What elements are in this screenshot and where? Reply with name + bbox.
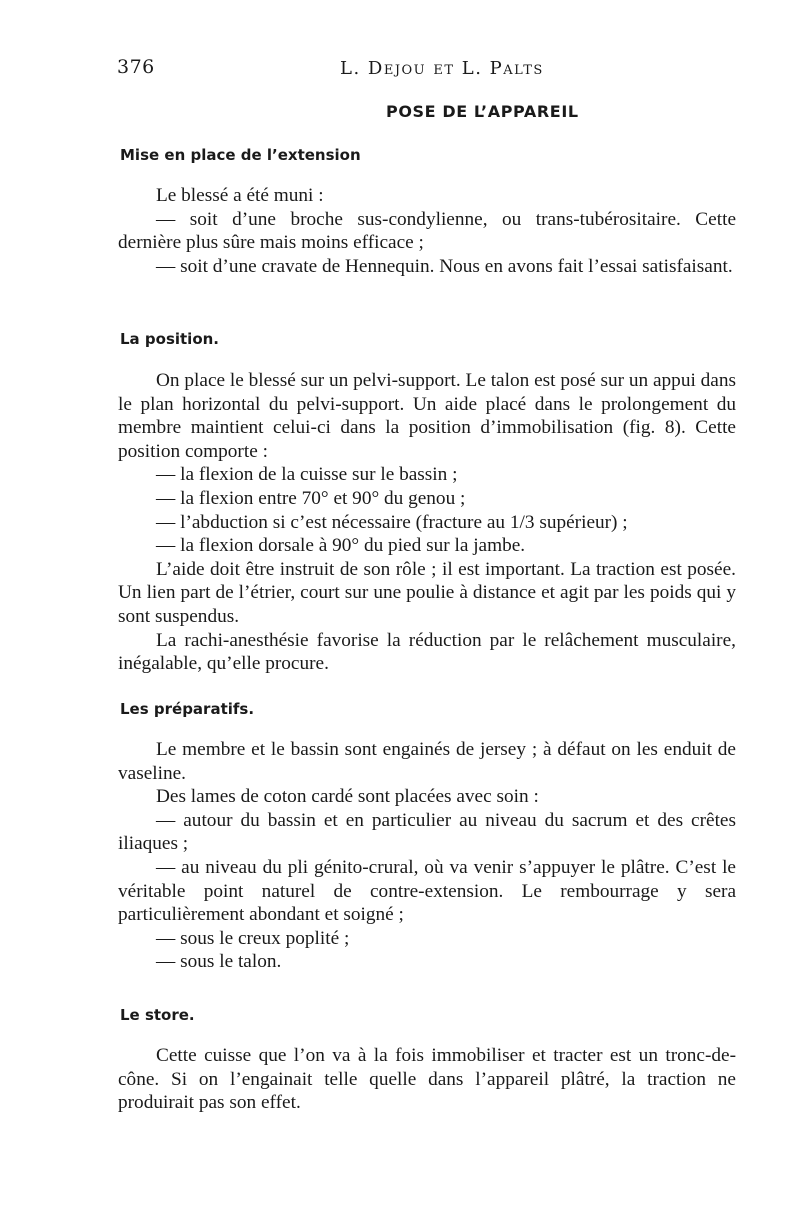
store-text bbox=[118, 1044, 736, 1115]
preparatifs-text bbox=[118, 738, 736, 974]
paragraph: La rachi-anesthésie favorise la réduction par le relâchement musculaire, inégalable, qu’elle procure. bbox=[118, 629, 736, 675]
list-item: — la flexion de la cuisse sur le bassin ; bbox=[156, 464, 458, 486]
list-item: — autour du bassin et en particulier au niveau du sacrum et des crêtes iliaques ; bbox=[118, 809, 736, 855]
list-item: — soit d’une broche sus-condylienne, ou trans-tubérositaire. Cette dernière plus sûre mais moins efficace ; bbox=[118, 208, 736, 254]
list-item: — soit d’une cravate de Hennequin. Nous en avons fait l’essai satisfaisant. bbox=[156, 255, 733, 277]
paragraph: Des lames de coton cardé sont placées avec soin : bbox=[156, 786, 539, 808]
extension-text bbox=[118, 184, 736, 278]
list-item: — l’abduction si c’est nécessaire (fracture au 1/3 supérieur) ; bbox=[156, 511, 628, 533]
list-item: — la flexion entre 70° et 90° du genou ; bbox=[156, 487, 466, 509]
subhead-position: La position. bbox=[120, 330, 220, 348]
list-item: — sous le creux poplité ; bbox=[156, 927, 350, 949]
list-item: — sous le talon. bbox=[156, 951, 282, 973]
subhead-extension: Mise en place de l’extension bbox=[120, 146, 361, 164]
subhead-preparatifs: Les préparatifs. bbox=[120, 700, 255, 718]
paragraph: On place le blessé sur un pelvi-support. Le talon est posé sur un appui dans le plan horizontal du pelvi-support. Un aide placé dans le prolongement du membre maintient celui-ci dans la position d’immobilisation (fig. 8). Cette position comporte : bbox=[118, 370, 736, 462]
paragraph: Le membre et le bassin sont engainés de jersey ; à défaut on les enduit de vaseline. bbox=[118, 739, 736, 784]
position-text bbox=[118, 369, 736, 676]
subhead-store: Le store. bbox=[120, 1006, 195, 1024]
list-item: — au niveau du pli génito-crural, où va venir s’appuyer le plâtre. C’est le véritable point naturel de contre-extension. Le rembourrage y sera particulièrement abondant et soigné ; bbox=[118, 856, 736, 926]
running-head: L. Dejou et L. Palts bbox=[340, 58, 544, 79]
paragraph: Le blessé a été muni : bbox=[156, 185, 324, 206]
paragraph: L’aide doit être instruit de son rôle ; il est important. La traction est posée. Un lien part de l’étrier, court sur une poulie à distance et agit par les poids qui y sont suspendus. bbox=[118, 558, 736, 627]
paragraph: Cette cuisse que l’on va à la fois immobiliser et tracter est un tronc-de-cône. Si on l’engainait telle quelle dans l’appareil plâtré, la traction ne produirait pas son effet. bbox=[118, 1045, 736, 1114]
page-number: 376 bbox=[117, 56, 155, 78]
list-item: — la flexion dorsale à 90° du pied sur la jambe. bbox=[156, 535, 526, 557]
section-title: POSE DE L’APPAREIL bbox=[386, 102, 579, 121]
